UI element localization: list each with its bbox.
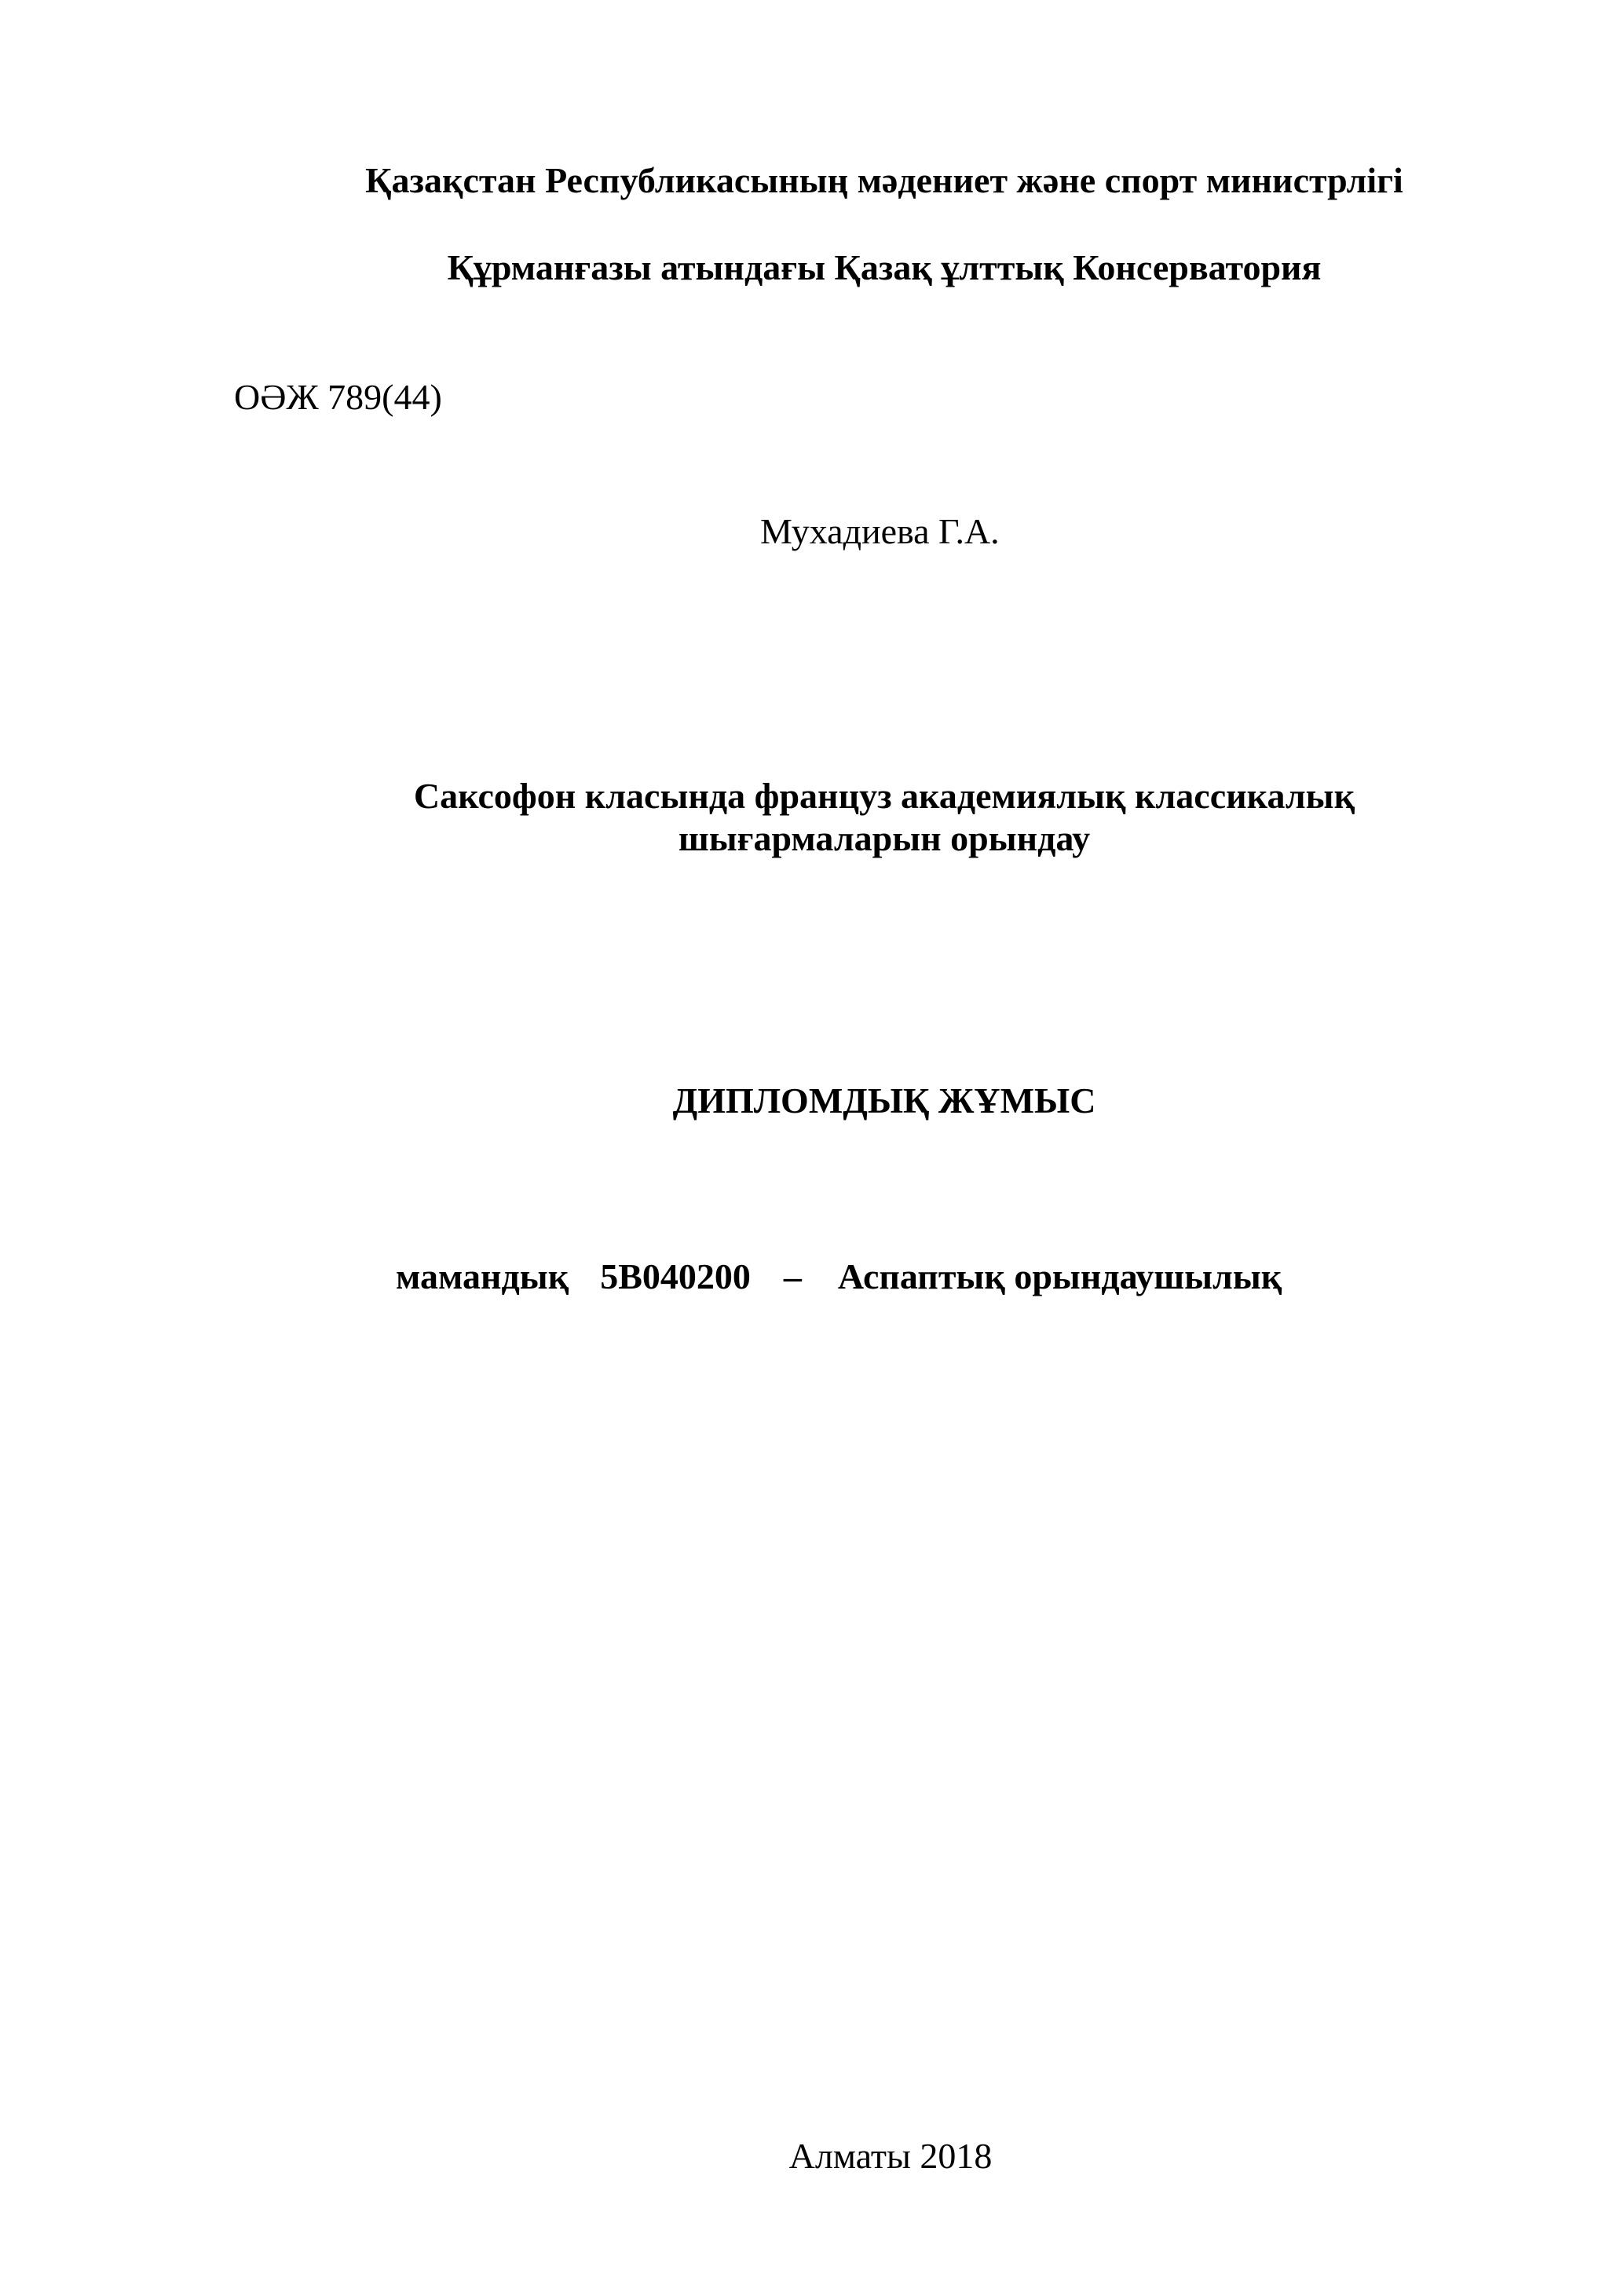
specialty-code: 5В040200 [600, 1256, 751, 1296]
specialty-name: Аспаптық орындаушылық [837, 1256, 1282, 1296]
work-type-heading: ДИПЛОМДЫҚ ЖҰМЫС [672, 1080, 1096, 1121]
city-year: Алматы 2018 [788, 2136, 993, 2176]
specialty-dash: – [783, 1256, 802, 1296]
udc-code: ОӘЖ 789(44) [234, 377, 442, 417]
thesis-title-line-1: Саксофон класында француз академиялық классикалық [413, 776, 1355, 816]
specialty-line [396, 1256, 1282, 1296]
thesis-title-line-2: шығармаларын орындау [678, 818, 1091, 858]
specialty-label: мамандық [396, 1256, 569, 1296]
conservatory-heading: Құрманғазы атындағы Қазақ ұлттық Консерватория [447, 247, 1322, 287]
ministry-heading: Қазақстан Республикасының мәдениет және спорт министрлігі [365, 160, 1403, 200]
author-name: Мухадиева Г.А. [760, 511, 1000, 551]
